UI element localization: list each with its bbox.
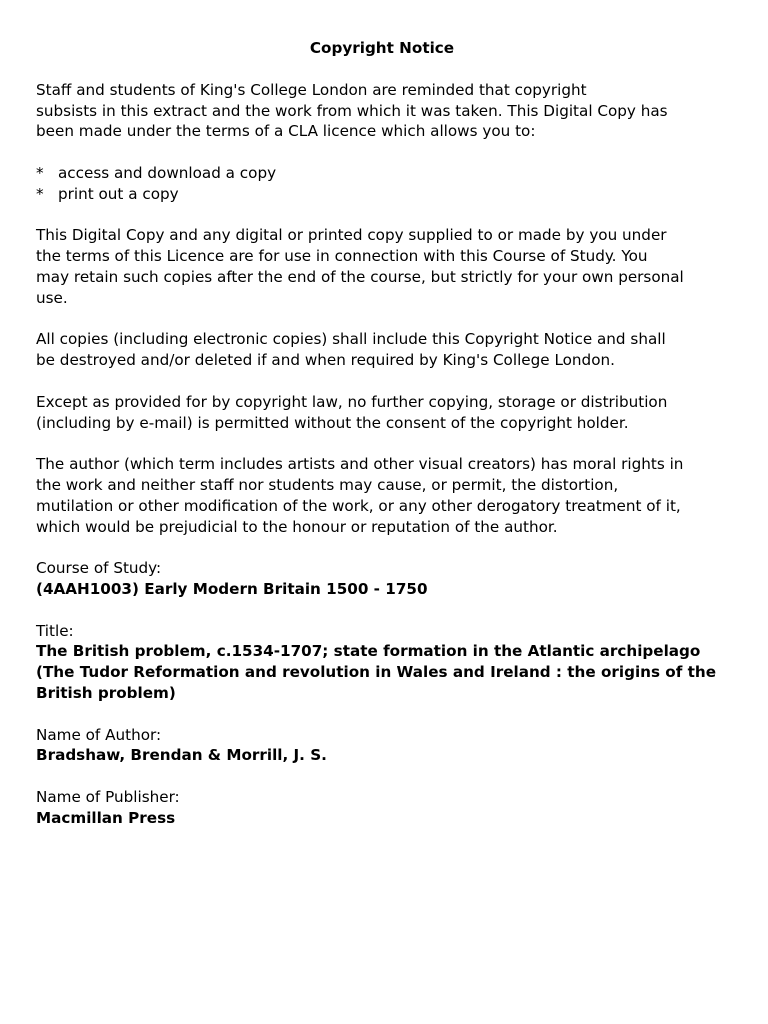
moral-rights-line: the work and neither staff nor students may cause, or permit, the distortion, (36, 475, 619, 494)
title-value-line: The British problem, c.1534-1707; state formation in the Atlantic archipelago (36, 642, 701, 661)
list-item-text: access and download a copy (58, 163, 277, 182)
usage-line: This Digital Copy and any digital or printed copy supplied to or made by you under (36, 226, 667, 245)
author-name (36, 725, 736, 767)
intro-line: Staff and students of King's College London are reminded that copyright (36, 80, 587, 99)
notice-title: Copyright Notice (309, 39, 455, 57)
list-item (36, 184, 736, 205)
moral-rights-paragraph (36, 454, 736, 537)
course-label: Course of Study: (36, 559, 162, 578)
moral-rights-line: The author (which term includes artists and other visual creators) has moral rights in (36, 455, 684, 474)
title-value-line: British problem) (36, 683, 176, 702)
except-paragraph (36, 392, 736, 434)
work-title (36, 621, 736, 704)
copies-line: All copies (including electronic copies) shall include this Copyright Notice and shall (36, 330, 666, 349)
publisher-value: Macmillan Press (36, 808, 176, 827)
copies-paragraph (36, 329, 736, 371)
list-item (36, 163, 736, 184)
permission-list (36, 163, 736, 205)
copyright-notice-page (36, 38, 736, 849)
usage-line: the terms of this Licence are for use in connection with this Course of Study. You (36, 247, 648, 266)
author-value: Bradshaw, Brendan & Morrill, J. S. (36, 746, 327, 765)
course-of-study (36, 558, 736, 600)
copies-line: be destroyed and/or deleted if and when required by King's College London. (36, 351, 615, 370)
publisher-name (36, 787, 736, 829)
usage-paragraph (36, 225, 736, 308)
usage-line: use. (36, 288, 68, 307)
bullet-marker: * (36, 163, 44, 182)
intro-paragraph (36, 80, 736, 142)
title-label: Title: (36, 621, 74, 640)
title-value-line: (The Tudor Reformation and revolution in Wales and Ireland : the origins of the (36, 663, 717, 682)
bullet-marker: * (36, 184, 44, 203)
moral-rights-line: mutilation or other modification of the work, or any other derogatory treatment of it, (36, 496, 681, 515)
moral-rights-line: which would be prejudicial to the honour or reputation of the author. (36, 517, 558, 536)
author-label: Name of Author: (36, 725, 162, 744)
intro-line: been made under the terms of a CLA licence which allows you to: (36, 122, 536, 141)
usage-line: may retain such copies after the end of the course, but strictly for your own personal (36, 267, 684, 286)
list-item-text: print out a copy (58, 184, 179, 203)
except-line: (including by e-mail) is permitted without the consent of the copyright holder. (36, 413, 629, 432)
publisher-label: Name of Publisher: (36, 787, 180, 806)
intro-line: subsists in this extract and the work from which it was taken. This Digital Copy has (36, 101, 668, 120)
except-line: Except as provided for by copyright law, no further copying, storage or distribution (36, 392, 668, 411)
course-value: (4AAH1003) Early Modern Britain 1500 - 1750 (36, 579, 428, 598)
